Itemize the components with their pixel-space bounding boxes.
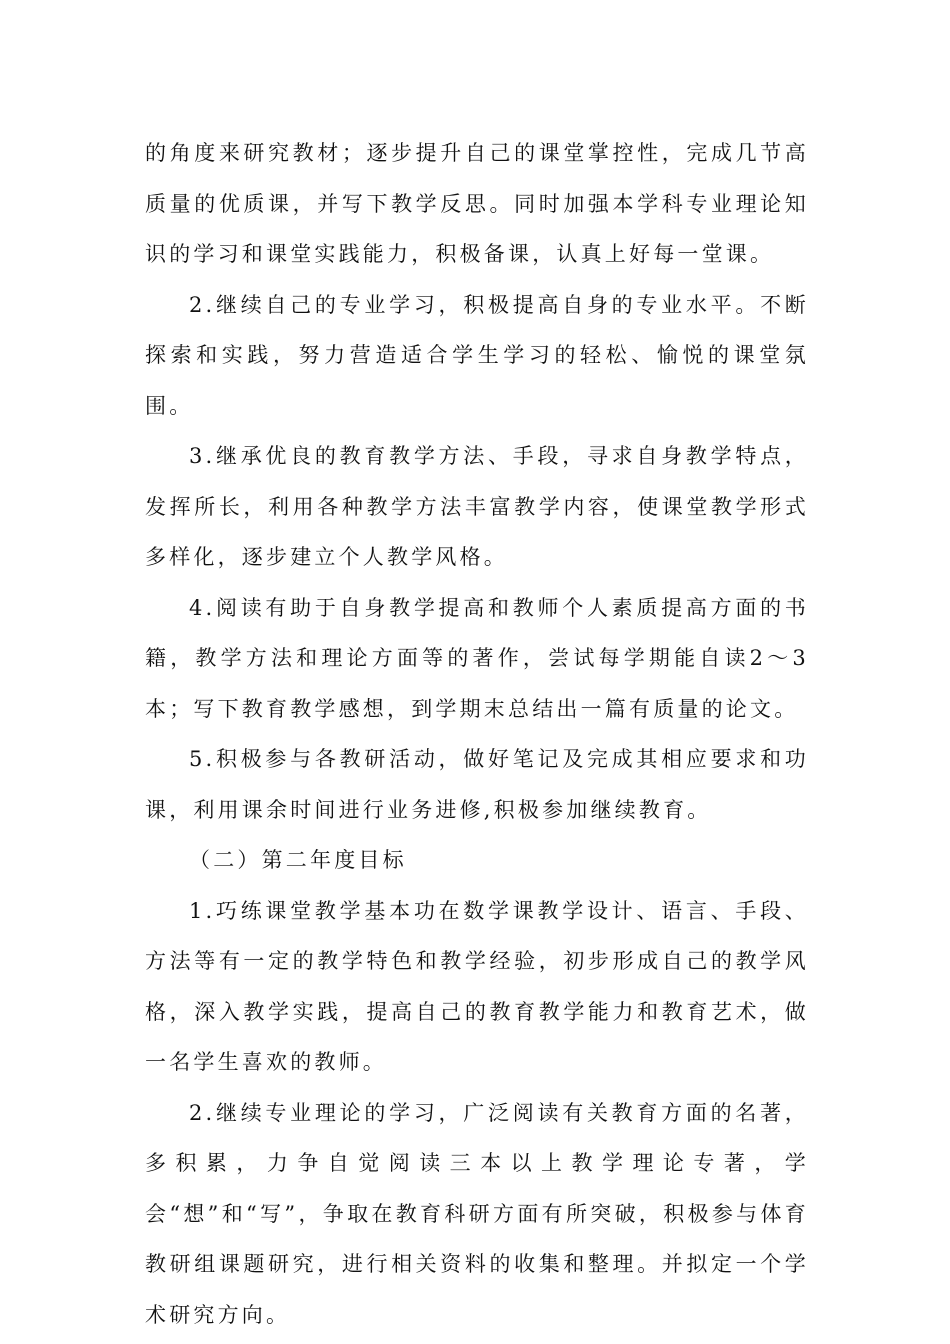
paragraph-year-two-item-2: 2.继续专业理论的学习，广泛阅读有关教育方面的名著，多积累，力争自觉阅读三本以上教学理论专著，学会“想”和“写”，争取在教育科研方面有所突破，积极参与体育教研组课题研究，进行相关资料的收集和整理。并拟定一个学术研究方向。 [145,1100,809,1327]
paragraph-item-5: 5.积极参与各教研活动，做好笔记及完成其相应要求和功课，利用课余时间进行业务进修,积极参加继续教育。 [145,747,809,822]
paragraph-item-4: 4.阅读有助于自身教学提高和教师个人素质提高方面的书籍，教学方法和理论方面等的著作，尝试每学期能自读2～3本；写下教育教学感想，到学期末总结出一篇有质量的论文。 [145,595,809,721]
paragraph-continuation: 的角度来研究教材；逐步提升自己的课堂掌控性，完成几节高质量的优质课，并写下教学反思。同时加强本学科专业理论知识的学习和课堂实践能力，积极备课，认真上好每一堂课。 [145,141,809,266]
paragraph-year-two-item-1: 1.巧练课堂教学基本功在数学课教学设计、语言、手段、方法等有一定的教学特色和教学经验，初步形成自己的教学风格，深入教学实践，提高自己的教育教学能力和教育艺术，做一名学生喜欢的教师。 [145,898,809,1074]
paragraph-item-3: 3.继承优良的教育教学方法、手段，寻求自身教学特点，发挥所长，利用各种教学方法丰富教学内容，使课堂教学形式多样化，逐步建立个人教学风格。 [145,444,809,569]
section-heading-year-two: （二）第二年度目标 [189,848,407,872]
paragraph-item-2: 2.继续自己的专业学习，积极提高自身的专业水平。不断探索和实践，努力营造适合学生学习的轻松、愉悦的课堂氛围。 [145,292,809,418]
document-body [145,128,809,1340]
